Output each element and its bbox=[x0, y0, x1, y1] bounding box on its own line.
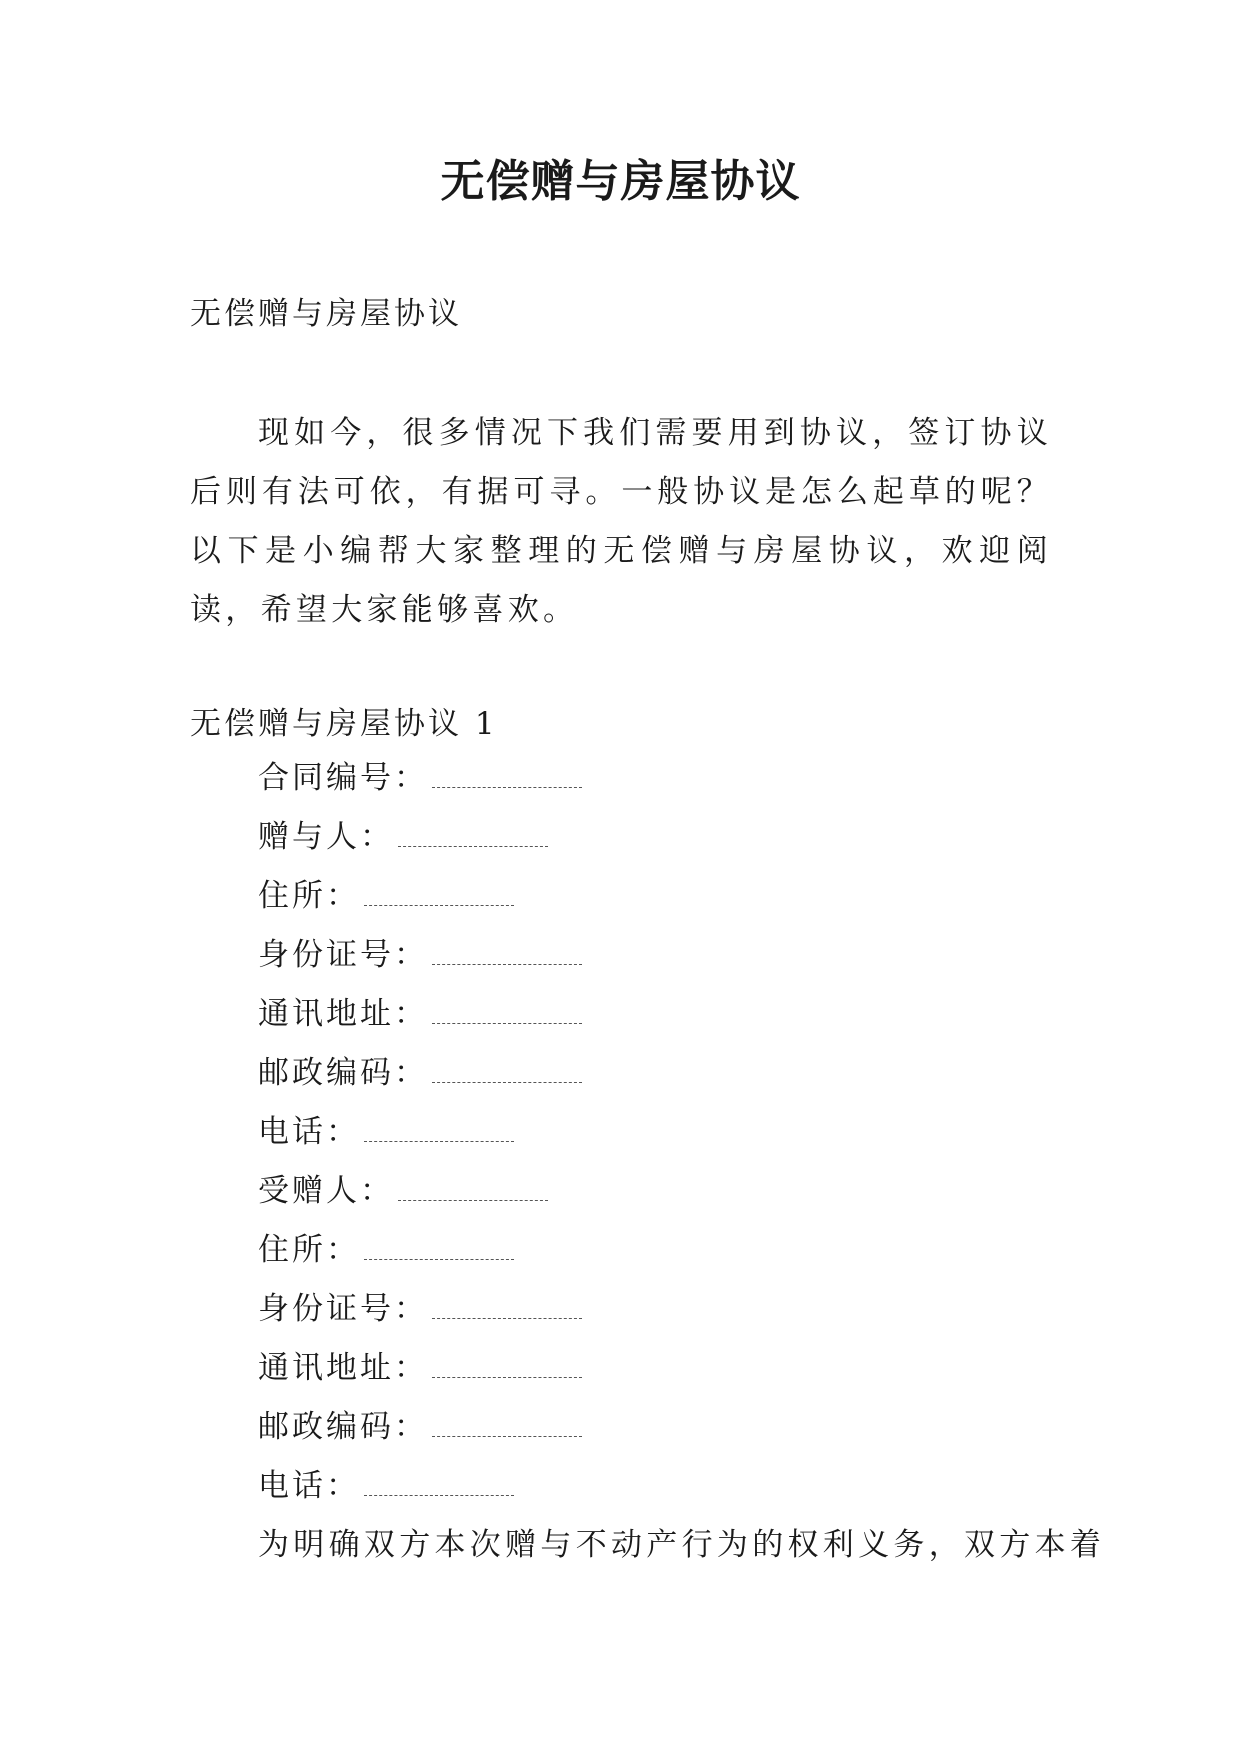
field-donor bbox=[258, 815, 548, 859]
field-donor-postcode bbox=[258, 1051, 582, 1095]
field-label: 身份证号： bbox=[258, 1291, 428, 1327]
fill-in-blank bbox=[364, 1235, 514, 1260]
section-title: 无偿赠与房屋协议 1 bbox=[190, 706, 498, 742]
field-donor-mailing-address bbox=[258, 992, 582, 1036]
document-title: 无偿赠与房屋协议 bbox=[440, 156, 801, 207]
field-label: 受赠人： bbox=[258, 1173, 394, 1209]
fill-in-blank bbox=[364, 1117, 514, 1142]
field-recipient bbox=[258, 1169, 548, 1213]
fill-in-blank bbox=[398, 822, 548, 847]
field-donor-id bbox=[258, 933, 582, 977]
fill-in-blank bbox=[432, 999, 582, 1024]
fill-in-blank bbox=[432, 1412, 582, 1437]
field-label: 住所： bbox=[258, 1232, 360, 1268]
document-subtitle: 无偿赠与房屋协议 bbox=[190, 296, 462, 332]
fill-in-blank bbox=[364, 1471, 514, 1496]
field-label: 赠与人： bbox=[258, 819, 394, 855]
field-contract-number bbox=[258, 756, 582, 800]
fill-in-blank bbox=[398, 1176, 548, 1201]
field-label: 通讯地址： bbox=[258, 1350, 428, 1386]
field-recipient-postcode bbox=[258, 1405, 582, 1449]
field-label: 住所： bbox=[258, 878, 360, 914]
field-label: 电话： bbox=[258, 1114, 360, 1150]
field-label: 电话： bbox=[258, 1468, 360, 1504]
field-recipient-address bbox=[258, 1228, 514, 1272]
fill-in-blank bbox=[432, 1058, 582, 1083]
fill-in-blank bbox=[432, 763, 582, 788]
field-label: 邮政编码： bbox=[258, 1055, 428, 1091]
field-recipient-id bbox=[258, 1287, 582, 1331]
field-label: 合同编号： bbox=[258, 760, 428, 796]
fill-in-blank bbox=[432, 940, 582, 965]
field-donor-phone bbox=[258, 1110, 514, 1154]
field-label: 通讯地址： bbox=[258, 996, 428, 1032]
field-label: 身份证号： bbox=[258, 937, 428, 973]
intro-paragraph: 现如今，很多情况下我们需要用到协议，签订协议后则有法可依，有据可寻。一般协议是怎么起草的呢？以下是小编帮大家整理的无偿赠与房屋协议，欢迎阅读，希望大家能够喜欢。 bbox=[190, 415, 1052, 628]
fill-in-blank bbox=[364, 881, 514, 906]
field-recipient-phone bbox=[258, 1464, 514, 1508]
field-label: 邮政编码： bbox=[258, 1409, 428, 1445]
field-recipient-mailing-address bbox=[258, 1346, 582, 1390]
field-donor-address bbox=[258, 874, 514, 918]
fill-in-blank bbox=[432, 1353, 582, 1378]
closing-paragraph-line: 为明确双方本次赠与不动产行为的权利义务，双方本着 bbox=[258, 1527, 1106, 1563]
fill-in-blank bbox=[432, 1294, 582, 1319]
